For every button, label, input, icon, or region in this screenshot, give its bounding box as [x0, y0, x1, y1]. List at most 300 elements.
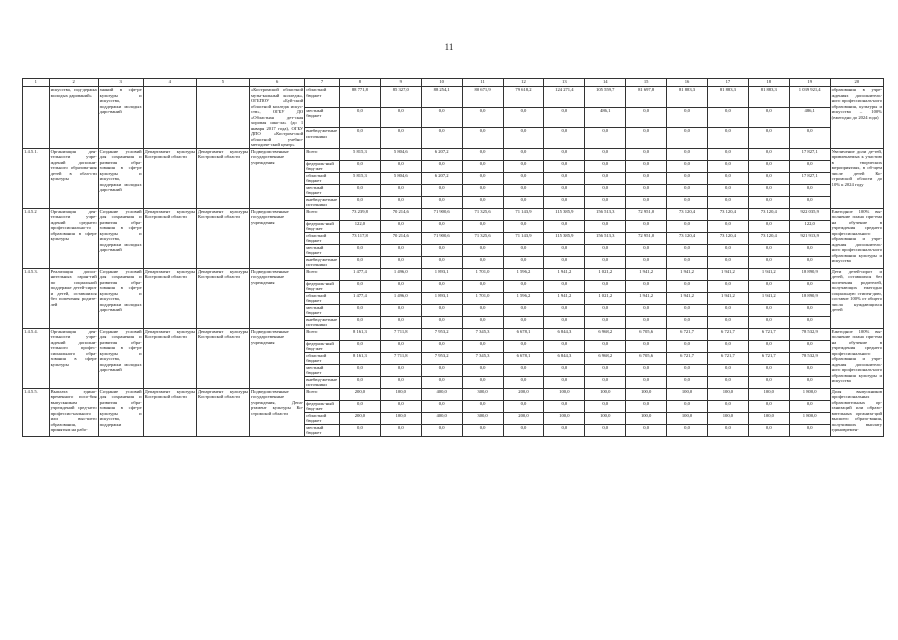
year-value-cell: 73 120,4 — [667, 208, 708, 220]
year-value-cell: 8 161,3 — [339, 352, 380, 364]
year-value-cell: 1 477,4 — [339, 292, 380, 304]
year-value-cell: 81 697,8 — [626, 87, 667, 108]
year-value-cell: 0,0 — [380, 196, 421, 208]
year-value-cell: 0,0 — [707, 184, 748, 196]
year-value-cell: 71 143,9 — [503, 232, 544, 244]
column-number-header: 12 — [503, 79, 544, 87]
year-value-cell: 6 721,7 — [707, 352, 748, 364]
column-number-header: 1 — [23, 79, 50, 87]
funding-source: федераль-ный бюд-жет — [305, 280, 340, 292]
year-value-cell: 1 496,0 — [380, 292, 421, 304]
year-value-cell: 0,0 — [380, 256, 421, 268]
year-value-cell: 6 721,7 — [748, 352, 789, 364]
year-value-cell: 0,0 — [421, 304, 462, 316]
year-value-cell: 7 711,8 — [380, 352, 421, 364]
year-value-cell: 0,0 — [707, 160, 748, 172]
event-name: Реализация допол-нительных гаран-тий по социальной поддержке детей-сирот и детей, оставшихся без попечения родите-лей — [49, 268, 98, 328]
year-value-cell: 0,0 — [707, 172, 748, 184]
year-value-cell: 0,0 — [707, 340, 748, 352]
year-value-cell: 0,0 — [544, 304, 585, 316]
year-value-cell: 6 678,1 — [503, 352, 544, 364]
year-value-cell: 0,0 — [380, 128, 421, 149]
year-value-cell: 0,0 — [748, 196, 789, 208]
year-value-cell: 0,0 — [421, 196, 462, 208]
year-value-cell: 0,0 — [667, 304, 708, 316]
year-value-cell: 0,0 — [626, 424, 667, 436]
year-value-cell: 0,0 — [626, 304, 667, 316]
year-value-cell: 0,0 — [380, 376, 421, 388]
year-value-cell: 0,0 — [380, 107, 421, 128]
year-value-cell: 6 844,3 — [544, 352, 585, 364]
year-value-cell: 0,0 — [503, 196, 544, 208]
year-value-cell: 73 117,8 — [339, 232, 380, 244]
co-executors: Подведомственные государственные учреждения, Депа-ртамент культуры Ко-стромской области — [249, 388, 304, 436]
event-name: Организация дея-тельности учре-ждений дополни-тельного профес-сионального обра-зования в сфере культуры — [49, 328, 98, 388]
funding-source: местный бюджет — [305, 424, 340, 436]
year-value-cell: 0,0 — [626, 148, 667, 160]
year-value-cell: 1 941,2 — [707, 268, 748, 280]
funding-source: местный бюджет — [305, 244, 340, 256]
column-number-header: 19 — [789, 79, 830, 87]
year-value-cell: 100,0 — [626, 388, 667, 400]
year-value-cell: 0,0 — [503, 364, 544, 376]
year-value-cell: 7 345,3 — [462, 328, 503, 340]
year-value-cell: 6 705,6 — [626, 328, 667, 340]
year-value-cell: 0,0 — [421, 128, 462, 149]
year-value-cell: 0,0 — [380, 316, 421, 328]
year-value-cell: 0,0 — [585, 280, 626, 292]
year-value-cell: 71 900,6 — [421, 232, 462, 244]
year-value-cell: 0,0 — [544, 400, 585, 412]
responsible-executor: Департамент культуры Костромской области — [143, 148, 196, 208]
year-value-cell: 0,0 — [339, 160, 380, 172]
year-value-cell: 6 844,3 — [544, 328, 585, 340]
year-value-cell: 0,0 — [585, 196, 626, 208]
year-value-cell: 1 596,2 — [503, 268, 544, 280]
year-value-cell: 88 771,8 — [339, 87, 380, 108]
total-cell: 1 800,0 — [789, 412, 830, 424]
year-value-cell: 0,0 — [421, 184, 462, 196]
year-value-cell: 81 883,3 — [707, 87, 748, 108]
event-name: Организация дея-тельности учре-ждений дополни-тельного образова-ния детей в обла-сти культуры — [49, 148, 98, 208]
year-value-cell: 0,0 — [339, 196, 380, 208]
year-value-cell: 0,0 — [748, 280, 789, 292]
expected-result: Ежегодное 100% вы-полнение плана при-ема на обучение в учреждения среднего профессионального образования и учре-ждения дополнитель-ного профессиональ-ного образования культуры и искусства — [830, 208, 883, 268]
year-value-cell: 0,0 — [339, 424, 380, 436]
year-value-cell: 156 513,3 — [585, 208, 626, 220]
year-value-cell: 0,0 — [544, 424, 585, 436]
year-value-cell: 0,0 — [380, 184, 421, 196]
year-value-cell: 0,0 — [667, 424, 708, 436]
year-value-cell: 6 721,7 — [707, 328, 748, 340]
funding-source: Всего — [305, 328, 340, 340]
budget-table — [22, 78, 884, 437]
year-value-cell: 200,0 — [503, 388, 544, 400]
year-value-cell: 0,0 — [339, 280, 380, 292]
year-value-cell: 0,0 — [544, 128, 585, 149]
year-value-cell: 0,0 — [544, 172, 585, 184]
year-value-cell: 0,0 — [462, 424, 503, 436]
year-value-cell: 100,0 — [626, 412, 667, 424]
year-value-cell: 1 941,2 — [707, 292, 748, 304]
task-goal: Создание условий для сохранения и развития обра-зования в сфе-ре культуры и искусства, поддержки молодых даро-ваний — [98, 328, 143, 388]
year-value-cell: 0,0 — [626, 220, 667, 232]
year-value-cell: 0,0 — [707, 364, 748, 376]
year-value-cell: 0,0 — [462, 364, 503, 376]
year-value-cell: 7 345,3 — [462, 352, 503, 364]
column-number-header: 4 — [143, 79, 196, 87]
year-value-cell: 0,0 — [462, 107, 503, 128]
year-value-cell: 88 254,1 — [421, 87, 462, 108]
year-value-cell: 1 941,2 — [626, 292, 667, 304]
year-value-cell: 0,0 — [462, 340, 503, 352]
funding-source: местный бюджет — [305, 107, 340, 128]
year-value-cell: 0,0 — [585, 244, 626, 256]
year-value-cell: 1 941,2 — [748, 268, 789, 280]
column-number-header: 6 — [249, 79, 304, 87]
year-value-cell: 0,0 — [667, 128, 708, 149]
year-value-cell: 0,0 — [667, 148, 708, 160]
table-row — [23, 208, 884, 220]
year-value-cell: 0,0 — [544, 196, 585, 208]
year-value-cell: 1 477,4 — [339, 268, 380, 280]
total-cell: 486,1 — [789, 107, 830, 128]
co-executors: «Костромской областной музы-кальный колледж», ОГБПОУ «Буй-ский областной колледж искус-ств», ОГБУ ДО «Областная дет-ская хоровая шко-ла» (до 1 января 2017 года), ОГБУ ДПО «Костром-ской областной учебно-методиче-ский центр» — [250, 87, 304, 147]
year-value-cell: 0,0 — [503, 128, 544, 149]
total-cell: 0,0 — [789, 184, 830, 196]
column-number-header: 2 — [49, 79, 98, 87]
year-value-cell: 100,0 — [748, 388, 789, 400]
year-value-cell: 0,0 — [667, 220, 708, 232]
year-value-cell: 0,0 — [339, 107, 380, 128]
year-value-cell: 0,0 — [626, 128, 667, 149]
year-value-cell: 0,0 — [667, 340, 708, 352]
year-value-cell: 0,0 — [748, 128, 789, 149]
year-value-cell: 0,0 — [544, 184, 585, 196]
year-value-cell: 105 559,7 — [585, 87, 626, 108]
year-value-cell: 1 941,2 — [667, 268, 708, 280]
funding-source: внебюд-жетные источники — [305, 196, 340, 208]
year-value-cell: 115 385,9 — [544, 232, 585, 244]
year-value-cell: 0,0 — [339, 304, 380, 316]
total-cell: 0,0 — [789, 364, 830, 376]
chief-budget-manager: Департамент культуры Костромской области — [196, 148, 249, 208]
year-value-cell: 400,0 — [421, 388, 462, 400]
year-value-cell: 0,0 — [544, 364, 585, 376]
year-value-cell: 0,0 — [707, 256, 748, 268]
year-value-cell: 71 325,6 — [462, 232, 503, 244]
year-value-cell: 0,0 — [421, 400, 462, 412]
year-value-cell: 0,0 — [462, 196, 503, 208]
year-value-cell: 0,0 — [503, 220, 544, 232]
year-value-cell: 0,0 — [544, 244, 585, 256]
year-value-cell: 6 968,2 — [585, 328, 626, 340]
year-value-cell: 0,0 — [707, 244, 748, 256]
year-value-cell: 0,0 — [462, 400, 503, 412]
expected-result: Увеличение доли де-тей, привлекаемых к участию в творческих мероприятиях, в об-щем числе детей Ко-стромской области до 10% к 2024 году — [830, 148, 883, 208]
year-value-cell: 0,0 — [626, 280, 667, 292]
year-value-cell: 1 941,2 — [667, 292, 708, 304]
year-value-cell: 1 701,0 — [462, 292, 503, 304]
year-value-cell: 0,0 — [626, 316, 667, 328]
year-value-cell: 0,0 — [462, 316, 503, 328]
year-value-cell: 0,0 — [462, 148, 503, 160]
year-value-cell: 0,0 — [626, 400, 667, 412]
year-value-cell: 100,0 — [585, 388, 626, 400]
year-value-cell: 0,0 — [544, 340, 585, 352]
funding-source: местный бюджет — [305, 364, 340, 376]
year-value-cell: 100,0 — [707, 388, 748, 400]
column-number-header: 11 — [462, 79, 503, 87]
year-value-cell: 0,0 — [339, 340, 380, 352]
total-cell: 0,0 — [789, 376, 830, 388]
year-value-cell: 0,0 — [626, 256, 667, 268]
year-value-cell: 0,0 — [421, 364, 462, 376]
year-value-cell: 0,0 — [380, 400, 421, 412]
year-value-cell: 0,0 — [380, 280, 421, 292]
funding-source: федераль-ный бюд-жет — [305, 340, 340, 352]
year-value-cell: 0,0 — [748, 184, 789, 196]
year-value-cell: 0,0 — [462, 220, 503, 232]
year-value-cell: 0,0 — [421, 340, 462, 352]
year-value-cell: 100,0 — [667, 412, 708, 424]
column-number-header: 9 — [380, 79, 421, 87]
co-executors: Подведомственные государственные учреждения — [249, 208, 304, 268]
year-value-cell: 0,0 — [748, 220, 789, 232]
chief-budget-manager — [196, 87, 249, 149]
year-value-cell: 0,0 — [503, 316, 544, 328]
table-row — [23, 148, 884, 160]
year-value-cell: 0,0 — [707, 220, 748, 232]
year-value-cell: 0,0 — [462, 304, 503, 316]
year-value-cell: 0,0 — [667, 172, 708, 184]
year-value-cell: 0,0 — [503, 107, 544, 128]
year-value-cell: 0,0 — [667, 376, 708, 388]
year-value-cell: 73 120,4 — [707, 208, 748, 220]
year-value-cell: 0,0 — [503, 376, 544, 388]
total-cell: 18 890,9 — [789, 292, 830, 304]
year-value-cell: 0,0 — [503, 400, 544, 412]
year-value-cell: 0,0 — [707, 107, 748, 128]
year-value-cell: 0,0 — [421, 220, 462, 232]
year-value-cell: 0,0 — [707, 316, 748, 328]
year-value-cell: 0,0 — [748, 340, 789, 352]
item-number: 1.4.5.5. — [23, 388, 50, 436]
year-value-cell: 6 721,7 — [667, 352, 708, 364]
year-value-cell: 100,0 — [585, 412, 626, 424]
year-value-cell: 0,0 — [421, 256, 462, 268]
expected-result: Доля выпускников профессиональных образовательных ор-ганизаций или образо-вательных организа-ций высшего образо-вания, получивших выплату единовремен- — [830, 388, 883, 436]
year-value-cell: 73 239,8 — [339, 208, 380, 220]
chief-budget-manager: Департамент культуры Костромской области — [196, 268, 249, 328]
year-value-cell: 0,0 — [748, 304, 789, 316]
year-value-cell: 0,0 — [544, 280, 585, 292]
year-value-cell: 0,0 — [585, 304, 626, 316]
column-number-header: 17 — [707, 79, 748, 87]
year-value-cell: 0,0 — [339, 184, 380, 196]
year-value-cell: 0,0 — [544, 376, 585, 388]
total-cell: 18 890,9 — [789, 268, 830, 280]
year-value-cell: 0,0 — [748, 107, 789, 128]
year-value-cell: 1 941,2 — [544, 268, 585, 280]
year-value-cell: 0,0 — [585, 364, 626, 376]
year-value-cell: 0,0 — [707, 128, 748, 149]
year-value-cell: 6 968,2 — [585, 352, 626, 364]
year-value-cell: 0,0 — [626, 184, 667, 196]
year-value-cell: 0,0 — [462, 280, 503, 292]
year-value-cell: 100,0 — [544, 412, 585, 424]
year-value-cell: 0,0 — [503, 340, 544, 352]
total-cell: 0,0 — [789, 340, 830, 352]
total-cell: 122,0 — [789, 220, 830, 232]
item-number: 1.4.5.3. — [23, 268, 50, 328]
year-value-cell: 8 161,3 — [339, 328, 380, 340]
year-value-cell: 0,0 — [462, 172, 503, 184]
event-name: Выплата едино-временного посо-бия выпускникам учреждений сред-него профессио-нального или выс-шего образования, принятым на рабо- — [49, 388, 98, 436]
year-value-cell: 0,0 — [339, 256, 380, 268]
co-executors: Подведомственные государственные учреждения — [249, 268, 304, 328]
year-value-cell: 0,0 — [748, 364, 789, 376]
year-value-cell: 200,0 — [339, 388, 380, 400]
year-value-cell: 0,0 — [748, 256, 789, 268]
expected-result: образования в учре-ждениях дополнитель-ного профессиональ-ного образования, культуры и искусства – 100% (ежегодно до 2024 года) — [830, 87, 883, 149]
year-value-cell: 0,0 — [544, 220, 585, 232]
task-goal: Создание условий для сохранения и развития обра-зования в сфе-ре культуры и искусства, поддержки молодых даро-ваний — [98, 148, 143, 208]
year-value-cell: 100,0 — [544, 388, 585, 400]
column-number-header: 20 — [830, 79, 883, 87]
year-value-cell: 100,0 — [748, 412, 789, 424]
year-value-cell: 0,0 — [626, 160, 667, 172]
year-value-cell: 0,0 — [544, 316, 585, 328]
year-value-cell: 71 325,6 — [462, 208, 503, 220]
year-value-cell: 300,0 — [462, 388, 503, 400]
total-cell: 1 039 921,4 — [789, 87, 830, 108]
year-value-cell: 6 207,2 — [421, 148, 462, 160]
year-value-cell: 0,0 — [707, 196, 748, 208]
page-number: 11 — [444, 42, 454, 52]
item-number: 1.4.5.2 — [23, 208, 50, 268]
year-value-cell: 6 721,7 — [667, 328, 708, 340]
year-value-cell: 73 120,4 — [707, 232, 748, 244]
year-value-cell: 5 804,6 — [380, 148, 421, 160]
total-cell: 0,0 — [789, 196, 830, 208]
year-value-cell: 72 951,0 — [626, 208, 667, 220]
year-value-cell: 0,0 — [503, 160, 544, 172]
co-executors: Подведомственные государственные учреждения — [249, 148, 304, 208]
year-value-cell: 0,0 — [544, 107, 585, 128]
year-value-cell: 6 678,1 — [503, 328, 544, 340]
year-value-cell: 70 214,6 — [380, 232, 421, 244]
year-value-cell: 0,0 — [667, 184, 708, 196]
year-value-cell: 0,0 — [503, 280, 544, 292]
funding-source: областной бюджет — [305, 292, 340, 304]
funding-source: Всего — [305, 268, 340, 280]
funding-source: внебюд-жетные источники — [305, 316, 340, 328]
year-value-cell: 0,0 — [707, 400, 748, 412]
year-value-cell: 0,0 — [667, 400, 708, 412]
year-value-cell: 0,0 — [707, 376, 748, 388]
year-value-cell: 400,0 — [421, 412, 462, 424]
year-value-cell: 0,0 — [667, 316, 708, 328]
event-name: Организация дея-тельности учре-ждений среднего профессионально-го образования в сфере культуры — [49, 208, 98, 268]
column-number-header: 14 — [585, 79, 626, 87]
funding-source: местный бюджет — [305, 184, 340, 196]
year-value-cell: 0,0 — [380, 304, 421, 316]
year-value-cell: 81 883,3 — [748, 87, 789, 108]
chief-budget-manager: Департамент культуры Костромской области — [196, 328, 249, 388]
funding-source: Всего — [305, 148, 340, 160]
year-value-cell: 0,0 — [339, 364, 380, 376]
column-number-header: 10 — [421, 79, 462, 87]
year-value-cell: 300,0 — [462, 412, 503, 424]
funding-source: Всего — [305, 388, 340, 400]
responsible-executor: Департамент культуры Костромской области — [143, 388, 196, 436]
total-cell: 0,0 — [789, 400, 830, 412]
total-cell: 17 827,1 — [789, 148, 830, 160]
year-value-cell: 71 143,9 — [503, 208, 544, 220]
task-goal: Создание условий для сохранения и развития обра-зования в сфе-ре культуры и искусства, поддержки молодых даро-ваний — [98, 268, 143, 328]
year-value-cell: 0,0 — [667, 107, 708, 128]
year-value-cell: 1 893,1 — [421, 292, 462, 304]
year-value-cell: 0,0 — [707, 280, 748, 292]
year-value-cell: 0,0 — [585, 316, 626, 328]
year-value-cell: 0,0 — [503, 172, 544, 184]
year-value-cell: 0,0 — [585, 172, 626, 184]
year-value-cell: 0,0 — [667, 364, 708, 376]
total-cell: 0,0 — [789, 160, 830, 172]
task-goal: Создание условий для сохранения и развития обра-зования в сфе-ре культуры и искусства, поддержки молодых даро-ваний — [98, 208, 143, 268]
year-value-cell: 0,0 — [380, 364, 421, 376]
year-value-cell: 0,0 — [748, 172, 789, 184]
header-row — [23, 79, 884, 87]
year-value-cell: 0,0 — [585, 184, 626, 196]
funding-source: областной бюджет — [305, 232, 340, 244]
total-cell: 78 532,9 — [789, 328, 830, 340]
year-value-cell: 0,0 — [503, 148, 544, 160]
year-value-cell: 0,0 — [626, 340, 667, 352]
funding-source: федераль-ный бюд-жет — [305, 160, 340, 172]
event-name: искусства, под-держка молодых дарований» — [49, 87, 98, 149]
table-row — [23, 388, 884, 400]
year-value-cell: 0,0 — [503, 244, 544, 256]
total-cell: 0,0 — [789, 316, 830, 328]
funding-source: федераль-ный бюд-жет — [305, 220, 340, 232]
funding-source: федераль-ный бюд-жет — [305, 400, 340, 412]
year-value-cell: 0,0 — [585, 160, 626, 172]
year-value-cell: 200,0 — [503, 412, 544, 424]
funding-source: внебюд-жетные источники — [305, 128, 340, 149]
year-value-cell: 0,0 — [503, 424, 544, 436]
funding-source: внебюд-жетные источники — [305, 376, 340, 388]
year-value-cell: 0,0 — [748, 160, 789, 172]
total-cell: 0,0 — [789, 304, 830, 316]
year-value-cell: 0,0 — [626, 172, 667, 184]
table-row — [23, 87, 884, 108]
year-value-cell: 0,0 — [626, 196, 667, 208]
table-row — [23, 268, 884, 280]
year-value-cell: 0,0 — [585, 340, 626, 352]
column-number-header: 13 — [544, 79, 585, 87]
chief-budget-manager: Департамент культуры Костромской области — [196, 388, 249, 436]
column-number-header: 18 — [748, 79, 789, 87]
year-value-cell: 0,0 — [667, 280, 708, 292]
year-value-cell: 6 705,6 — [626, 352, 667, 364]
funding-source: областной бюджет — [305, 352, 340, 364]
responsible-executor: Департамент культуры Костромской области — [143, 208, 196, 268]
year-value-cell: 0,0 — [421, 107, 462, 128]
year-value-cell: 70 214,6 — [380, 208, 421, 220]
co-executors: Подведомственные государственные учреждения — [249, 328, 304, 388]
